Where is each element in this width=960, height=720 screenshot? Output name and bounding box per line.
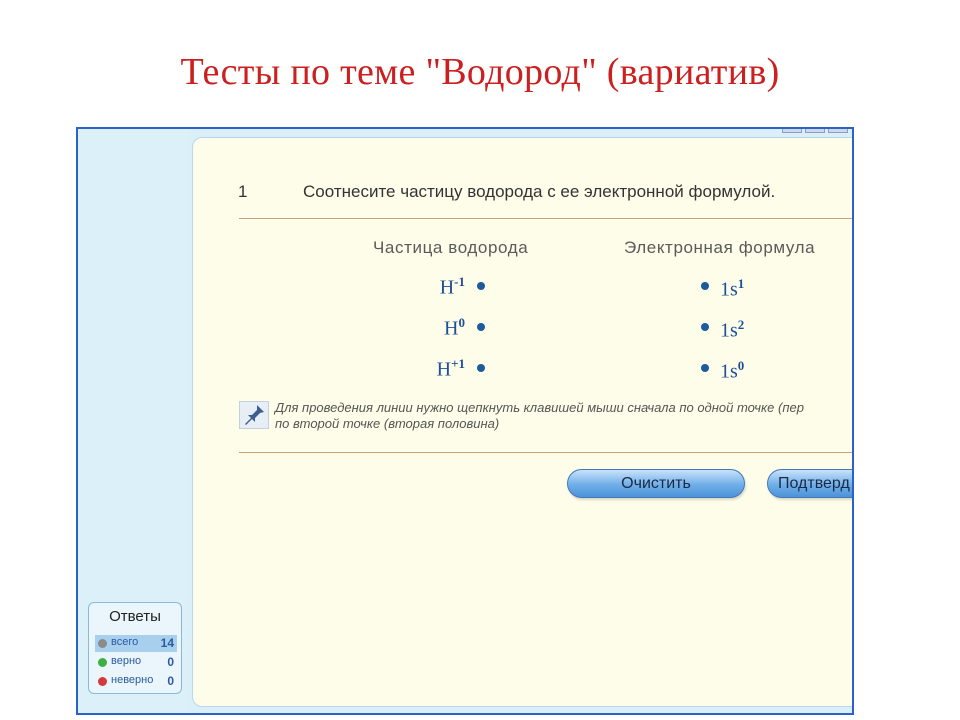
maximize-button[interactable] — [805, 127, 825, 133]
hint-line: Для проведения линии нужно щепкнуть клавишей мыши сначала по одной точке (пер — [275, 400, 804, 415]
stat-label: верно — [111, 655, 142, 667]
stat-label: всего — [111, 636, 139, 648]
divider — [239, 218, 853, 219]
formula-connector-dot[interactable] — [701, 282, 709, 290]
divider — [239, 452, 853, 453]
hint-text — [275, 400, 854, 432]
particle-item — [345, 274, 465, 300]
clear-button[interactable]: Очистить — [567, 469, 745, 498]
test-window — [76, 127, 854, 715]
formula-electrons: 1 — [737, 276, 745, 291]
window-controls — [782, 127, 848, 133]
answers-panel — [88, 602, 182, 694]
particle-connector-dot[interactable] — [477, 323, 485, 331]
formula-item — [720, 317, 744, 343]
stat-value: 0 — [167, 655, 174, 669]
formula-item — [720, 276, 744, 302]
answers-title: Ответы — [109, 608, 161, 625]
particle-item — [345, 356, 465, 382]
particle-item — [345, 315, 465, 341]
formula-orbital: 1s — [720, 319, 738, 342]
stat-row-incorrect — [95, 673, 177, 690]
formula-orbital: 1s — [720, 278, 738, 301]
formula-connector-dot[interactable] — [701, 364, 709, 372]
particle-column-header: Частица водорода — [373, 238, 529, 257]
particle-symbol: H — [444, 317, 459, 340]
particle-charge: -1 — [454, 274, 465, 289]
formula-electrons: 0 — [737, 358, 745, 373]
hint-line: по второй точке (вторая половина) — [275, 416, 500, 431]
close-button[interactable] — [828, 127, 848, 133]
stat-row-correct — [95, 654, 177, 671]
particle-symbol: H — [439, 276, 455, 299]
formula-orbital: 1s — [720, 360, 738, 383]
particle-connector-dot[interactable] — [477, 364, 485, 372]
minimize-button[interactable] — [782, 127, 802, 133]
formula-electrons: 2 — [737, 317, 745, 332]
stat-value: 14 — [160, 636, 174, 650]
particle-charge: +1 — [451, 356, 465, 371]
stat-value: 0 — [167, 674, 174, 688]
status-dot-icon — [98, 658, 107, 667]
stat-label: неверно — [111, 674, 154, 686]
particle-symbol: H — [436, 358, 452, 381]
question-text: Соотнесите частицу водорода с ее электронной формулой. — [303, 182, 776, 201]
status-dot-icon — [98, 677, 107, 686]
particle-charge: 0 — [458, 315, 465, 330]
status-dot-icon — [98, 639, 107, 648]
formula-connector-dot[interactable] — [701, 323, 709, 331]
formula-column-header: Электронная формула — [624, 238, 816, 257]
question-panel — [192, 137, 854, 707]
pushpin-icon — [239, 401, 269, 429]
confirm-button[interactable]: Подтверд — [767, 469, 854, 498]
stat-row-total — [95, 635, 177, 652]
question-number: 1 — [238, 182, 248, 201]
slide-title: Тесты по теме "Водород" (вариатив) — [180, 51, 780, 93]
formula-item — [720, 358, 744, 384]
particle-connector-dot[interactable] — [477, 282, 485, 290]
